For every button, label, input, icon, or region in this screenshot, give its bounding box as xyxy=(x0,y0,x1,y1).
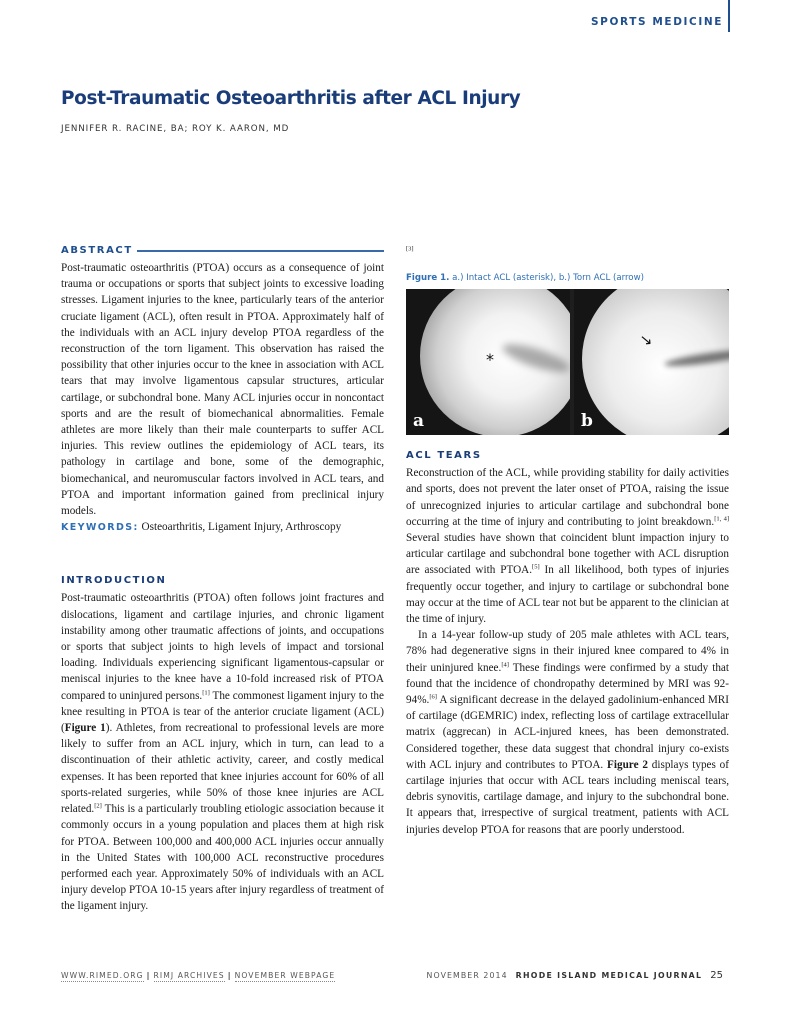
body-text: In a 14-year follow-up study of 205 male athletes with ACL tears, 78% had degenerative signs in their injured knee compared to 4% in their uninjured knee. xyxy=(406,629,729,674)
citation-ref[interactable]: [6] xyxy=(429,693,437,701)
abstract-heading-rule xyxy=(137,250,384,252)
keywords xyxy=(61,519,384,536)
keywords-list: Osteoarthritis, Ligament Injury, Arthroscopy xyxy=(141,521,342,534)
acl-tears-heading xyxy=(406,449,729,463)
section-tag: SPORTS MEDICINE xyxy=(591,16,723,28)
intro-text: The commonest ligament injury to the knee resulting in PTOA is tear of the anterior cruciate ligament (ACL) ( xyxy=(61,689,384,735)
issue-date: NOVEMBER 2014 xyxy=(426,971,508,980)
article-authors: JENNIFER R. RACINE, BA; ROY K. AARON, MD xyxy=(61,124,290,134)
figure-panel-a xyxy=(406,289,570,435)
footer-issue xyxy=(427,970,723,981)
intro-text: This is a particularly troubling etiologic association because it commonly occurs in a young population and places them at high risk for PTOA. Between 100,000 and 400,000 ACL injuries occur annually in the United States with 100,000 ACL reconstructive procedures performed each year. Approximately 50% of individuals with an ACL injury develop PTOA 10-15 years after injury regardless of treatment of the ligament injury. xyxy=(61,803,384,913)
figure-panel-b xyxy=(574,289,729,435)
abstract-text: Post-traumatic osteoarthritis (PTOA) occurs as a consequence of joint trauma or occupations or sports that subject joints to excessive loading stresses. Ligament injuries to the knee, particularly tears of the anterior cruciate ligament (ACL), often result in PTOA. Approximately half of the individuals with an ACL injury develop PTOA regardless of the reconstruction of the torn ligament. This observation has raised the possibility that other injuries occur to the knee in association with ACL tears that may involve ligamentous capsular structures, articular cartilage, or subchondral bone. Many ACL injuries occur in noncontact sports and are the result of biomechanical abnormalities. Female athletes are more likely than their male counterparts to suffer ACL injuries. This review outlines the epidemiology of ACL tears, its pathology in cartilage and bone, some of the demographic, biomechanical, and neuromuscular factors involved in ACL tears, and PTOA and important information gained from preclinical injury models. xyxy=(61,262,384,518)
intro-text: ). Athletes, from recreational to professional levels are more likely to suffer from an ACL injury, which in turn, can lead to a discontinuation of their athletic activity, career, and costly medical expenses. It has been reported that knee injuries account for 60% of all sports-related surgeries, while 50% of those knee injuries are ACL related. xyxy=(61,722,384,816)
footer-link-rimed[interactable]: WWW.RIMED.ORG xyxy=(61,971,144,980)
body-text: Reconstruction of the ACL, while providing stability for daily activities and sports, does not prevent the later onset of PTOA, raising the issue of unrecognized injuries to articular cartilage and subchondral bone occurring at the time of injury and contributing to joint breakdown. xyxy=(406,467,729,528)
page-number: 25 xyxy=(710,970,723,981)
acl-tears-paragraph-2 xyxy=(406,627,729,838)
keywords-label: KEYWORDS: xyxy=(61,522,139,534)
body-text: Several studies have shown that coincident blunt impaction injury to articular cartilage and subchondral bone together with ACL disruption are associated with PTOA. xyxy=(406,532,729,577)
panel-label-b: b xyxy=(581,411,593,432)
body-text: These findings were confirmed by a study that found that the incidence of chondropathy determined by MRI was 92-94%. xyxy=(406,661,729,707)
citation-ref[interactable]: [2] xyxy=(94,802,102,810)
abstract-heading-text: ABSTRACT xyxy=(61,244,133,256)
introduction-heading xyxy=(61,574,384,588)
citation-ref[interactable]: [5] xyxy=(532,563,540,571)
citation-ref[interactable]: [1] xyxy=(202,688,210,696)
article-title: Post-Traumatic Osteoarthritis after ACL Injury xyxy=(61,88,521,109)
left-column xyxy=(61,244,384,956)
figure-1-caption-label: Figure 1. xyxy=(406,273,450,284)
acl-tears-paragraph-1 xyxy=(406,465,729,627)
abstract-heading xyxy=(61,244,384,258)
header-rule xyxy=(728,0,730,32)
right-column xyxy=(406,244,729,956)
figure-1-caption xyxy=(406,272,729,284)
figure-1-caption-text: a.) Intact ACL (asterisk), b.) Torn ACL (arrow) xyxy=(449,273,644,284)
body-text: In all likelihood, both types of injuries frequently occur together, and injury to cartilage or subchondral bone may occur at the time of ACL tear not but be apparent to the clinician at the time of injury. xyxy=(406,564,729,626)
intro-text: Post-traumatic osteoarthritis (PTOA) often follows joint fractures and dislocations, ligament and cartilage injuries, and chronic ligament instability among other traumatic affections of joints, and occupations or sports that subject joints to high levels of impact and torsional loading. Individuals experiencing significant ligamentous-capsular or meniscal injuries to the knee have a 10-fold increased risk of PTOA compared to uninjured persons. xyxy=(61,592,384,702)
footer-separator: | xyxy=(146,971,151,980)
introduction-heading-text: INTRODUCTION xyxy=(61,575,167,587)
arrow-marker-icon: → xyxy=(635,329,657,352)
figure-1-ref[interactable]: Figure 1 xyxy=(64,722,106,735)
acl-tears-heading-text: ACL TEARS xyxy=(406,450,482,462)
figure-1-image xyxy=(406,289,729,435)
figure-2-ref[interactable]: Figure 2 xyxy=(607,758,648,771)
body-text: displays types of cartilage injuries that occur with ACL tears including meniscal tears, debris synovitis, cartilage damage, and injury to the subchondral bone. It appears that, irrespective of surgical treatment, patients with ACL injuries develop PTOA for reasons that are poorly understood. xyxy=(406,758,729,836)
journal-name: RHODE ISLAND MEDICAL JOURNAL xyxy=(515,971,703,980)
introduction-paragraph xyxy=(61,590,384,914)
panel-label-a: a xyxy=(413,411,425,432)
introduction-continued xyxy=(406,244,729,260)
citation-ref[interactable]: [4] xyxy=(501,660,509,668)
footer-separator: | xyxy=(227,971,232,980)
asterisk-marker: * xyxy=(486,350,494,370)
body-text: A significant decrease in the delayed gadolinium-enhanced MRI of cartilage (dGEMRIC) index, reflecting loss of cartilage extracellular matrix (aggrecan) in ACL-injured knees, has been demonstrated. Considered together, these data suggest that chondral injury co-exists with ACL injury and contributes to PTOA. xyxy=(406,694,729,771)
footer-links xyxy=(61,971,335,980)
footer-link-archives[interactable]: RIMJ ARCHIVES xyxy=(153,971,225,980)
footer-link-november[interactable]: NOVEMBER WEBPAGE xyxy=(234,971,336,980)
citation-ref[interactable]: [3] xyxy=(406,245,414,253)
citation-ref[interactable]: [1, 4] xyxy=(714,515,729,523)
